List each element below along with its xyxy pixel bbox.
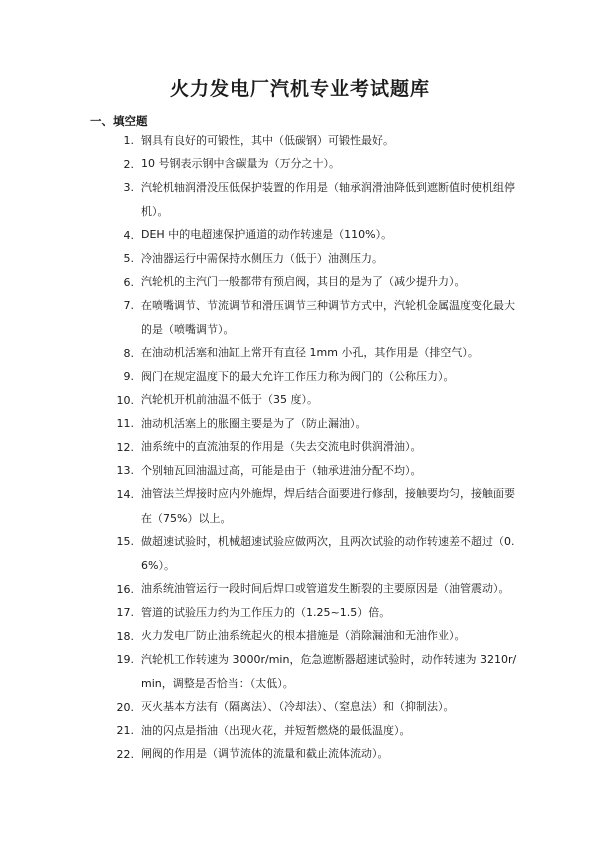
question-item-19 [0,652,600,700]
question-number: 10. [116,393,134,407]
question-item-14 [0,487,600,535]
question-text: 油系统中的直流油泵的作用是（失去交流电时供润滑油）。 [141,440,422,453]
question-text: 冷油器运行中需保持水侧压力（低于）油测压力。 [141,251,383,265]
question-number: 17. [116,606,134,619]
question-item-15 [0,534,600,582]
question-number: 19. [116,653,134,666]
question-text: 做超速试验时，机械超速试验应做两次，且两次试验的动作转速差不超过（0.6%）。 [141,534,515,572]
question-text: DEH 中的电超速保护通道的动作转速是（110%）。 [141,228,393,241]
question-text: 油系统油管运行一段时间后焊口或管道发生断裂的主要原因是（油管震动）。 [141,582,510,595]
question-number: 4. [123,228,134,242]
question-text: 钢具有良好的可锻性，其中（低碳钢）可锻性最好。 [141,133,394,147]
question-text: 汽轮机工作转速为 3000r/min，危急遮断器超速试验时，动作转速为 3210r/min，调整是否恰当：（太低）。 [141,652,517,690]
question-number: 3. [123,181,134,194]
question-text: 阀门在规定温度下的最大允许工作压力称为阀门的（公称压力）。 [141,369,455,383]
question-number: 15. [116,535,134,548]
question-number: 16. [116,582,134,596]
document-title: 火力发电厂汽机专业考试题库 [169,78,430,100]
question-number: 11. [116,417,134,430]
question-number: 7. [123,299,134,312]
question-text: 火力发电厂防止油系统起火的根本措施是（消除漏油和无油作业）。 [141,629,466,642]
question-text: 在喷嘴调节、节流调节和滑压调节三种调节方式中，汽轮机金属温度变化最大的是（喷嘴调节）。 [141,298,515,336]
question-list [0,133,600,770]
question-text: 汽轮机的主汽门一般都带有预启阀，其目的是为了（减少提升力）。 [141,275,466,288]
question-text: 汽轮机轴润滑没压低保护装置的作用是（轴承润滑油降低到遮断值时使机组停机）。 [141,180,515,218]
question-number: 13. [116,464,134,477]
question-text: 油管法兰焊接时应内外施焊，焊后结合面要进行修刮，接触要均匀，接触面要在（75%）以上。 [141,487,515,525]
question-text: 个别轴瓦回油温过高，可能是由于（轴承进油分配不均）。 [141,463,422,477]
section-heading: 一、填空题 [90,114,148,128]
question-text: 10 号钢表示钢中含碳量为（万分之十）。 [141,157,340,170]
question-item-3 [0,180,600,228]
question-number: 1. [123,134,134,147]
question-number: 6. [123,275,134,289]
question-item-7 [0,298,600,346]
question-number: 5. [123,252,134,265]
question-text: 在油动机活塞和油缸上常开有直径 1mm 小孔，其作用是（排空气）。 [141,346,479,359]
question-number: 21. [116,724,134,737]
question-number: 18. [116,629,134,643]
question-text: 油动机活塞上的胀圈主要是为了（防止漏油）。 [141,416,367,430]
question-number: 22. [116,747,134,761]
question-item-22 [0,747,600,771]
question-text: 闸阀的作用是（调节流体的流量和截止流体流动）。 [141,747,389,760]
question-text: 汽轮机开机前油温不低于（35 度）。 [141,393,318,406]
question-number: 12. [116,440,134,454]
question-number: 20. [116,700,134,714]
question-text: 油的闪点是指油（出现火花，并短暂燃烧的最低温度）。 [141,723,411,737]
question-text: 灭火基本方法有（隔离法）、（冷却法）、（窒息法）和（抑制法）。 [141,700,455,713]
question-number: 8. [123,346,134,360]
question-number: 9. [123,370,134,383]
question-text: 管道的试验压力约为工作压力的（1.25~1.5）倍。 [141,605,391,619]
question-number: 2. [123,157,134,171]
question-number: 14. [116,487,134,501]
